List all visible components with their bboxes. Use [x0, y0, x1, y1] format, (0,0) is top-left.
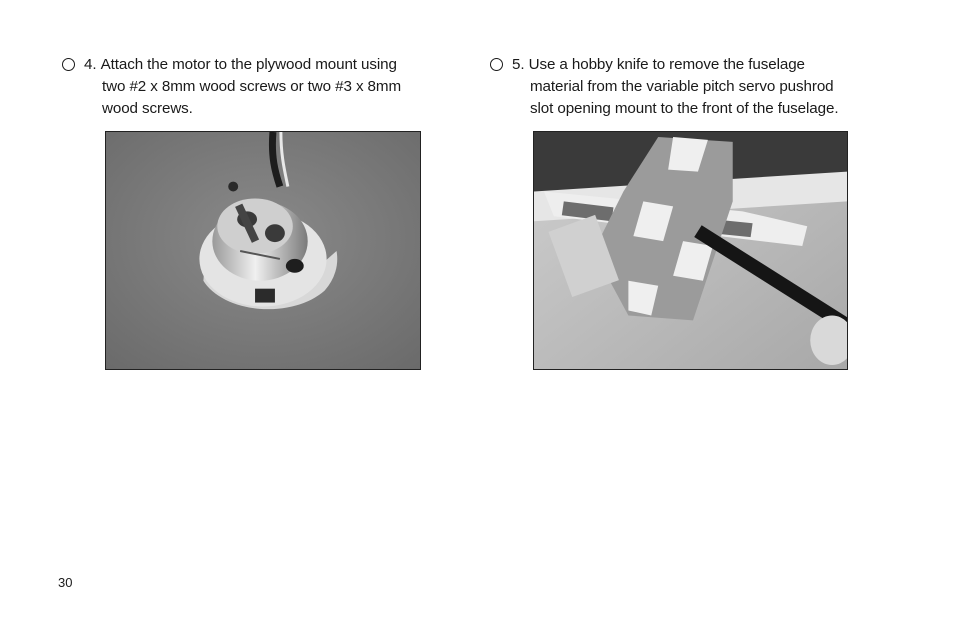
step-text-line: Attach the motor to the plywood mount using — [100, 56, 397, 73]
motor-mount-photo — [105, 131, 421, 370]
step-text-line: two #2 x 8mm wood screws or two #3 x 8mm — [102, 78, 402, 95]
page-number: 30 — [58, 575, 73, 590]
step-text-line: slot opening mount to the front of the fuselage. — [530, 100, 839, 117]
step-4-instruction — [62, 54, 432, 120]
step-number: 5. — [512, 56, 525, 73]
step-number: 4. — [84, 56, 97, 73]
step-text-line: wood screws. — [102, 100, 193, 117]
checkbox-circle-icon[interactable] — [62, 58, 75, 71]
step-5-instruction — [490, 54, 860, 120]
checkbox-circle-icon[interactable] — [490, 58, 503, 71]
fuselage-tail-photo — [533, 131, 848, 370]
step-text-line: material from the variable pitch servo pushrod — [530, 78, 834, 95]
step-text-line: Use a hobby knife to remove the fuselage — [528, 56, 805, 73]
